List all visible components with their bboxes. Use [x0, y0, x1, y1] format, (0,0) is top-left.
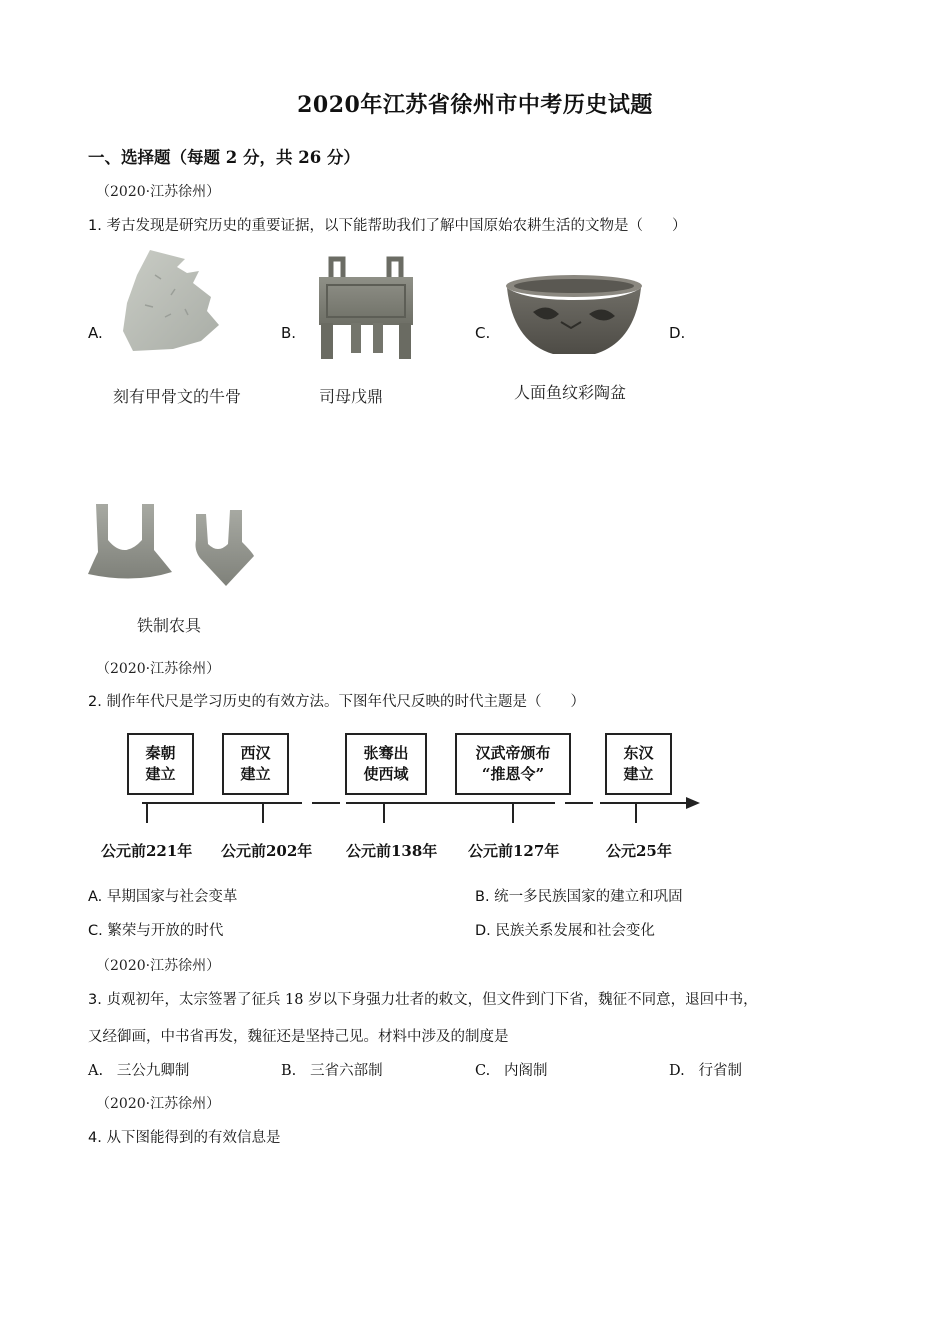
- option-text: 内阁制: [504, 1063, 548, 1079]
- timeline-event-line1: 西汉: [240, 744, 271, 762]
- option-text: 民族关系发展和社会变化: [495, 923, 655, 939]
- q2-option-a[interactable]: [88, 885, 237, 906]
- q1-option-b-label[interactable]: B.: [281, 324, 297, 342]
- oracle-bone-image: [115, 245, 225, 355]
- option-label: A.: [88, 889, 103, 905]
- timeline-event-line2: 建立: [623, 765, 654, 783]
- timeline-year-label: 公元25年: [606, 842, 672, 860]
- option-label: A.: [88, 1063, 104, 1079]
- option-text: 三公九卿制: [116, 1063, 190, 1079]
- q1-option-d-label[interactable]: D.: [669, 324, 686, 342]
- question-3: [88, 988, 858, 1009]
- question-3-source: （2020·江苏徐州）: [96, 958, 221, 974]
- timeline-year-label: 公元前202年: [221, 842, 313, 860]
- option-text: 统一多民族国家的建立和巩固: [494, 889, 683, 905]
- question-4-text: 从下图能得到的有效信息是: [106, 1130, 281, 1146]
- q3-option-b[interactable]: [281, 1059, 383, 1080]
- q2-option-c[interactable]: [88, 919, 223, 940]
- timeline-event-box: [222, 733, 289, 795]
- simuwu-ding-image: [313, 255, 423, 365]
- question-3-number: 3.: [88, 992, 102, 1008]
- option-text: 早期国家与社会变革: [106, 889, 238, 905]
- painted-pottery-basin-image: [503, 272, 645, 362]
- q1-option-d-caption: 铁制农具: [137, 616, 202, 635]
- timeline-year-label: 公元前138年: [346, 842, 438, 860]
- timeline-event-line2: 建立: [145, 765, 176, 783]
- question-3-text-line2: 又经御画，中书省再发，魏征还是坚持己见。材料中涉及的制度是: [88, 1029, 509, 1045]
- timeline-event-line2: “推恩令”: [481, 765, 545, 783]
- q1-option-a-label[interactable]: A.: [88, 324, 103, 342]
- timeline-year-label: 公元前221年: [101, 842, 193, 860]
- question-4-number: 4.: [88, 1130, 102, 1146]
- timeline-event-box: [345, 733, 427, 795]
- q2-option-d[interactable]: [475, 919, 655, 940]
- timeline-event-line2: 建立: [240, 765, 271, 783]
- option-label: B.: [475, 889, 490, 905]
- timeline-event-box: [127, 733, 194, 795]
- option-text: 三省六部制: [310, 1063, 383, 1079]
- timeline-event-line2: 使西域: [363, 765, 409, 783]
- timeline-event-line1: 东汉: [623, 744, 654, 762]
- q1-option-b-caption: 司母戊鼎: [319, 387, 384, 406]
- question-4: [88, 1126, 280, 1147]
- timeline-event-box: [605, 733, 672, 795]
- question-2: [88, 690, 585, 711]
- option-label: C.: [475, 1063, 491, 1079]
- q3-option-c[interactable]: [475, 1059, 548, 1080]
- option-label: D.: [669, 1063, 685, 1079]
- q3-option-a[interactable]: [88, 1059, 189, 1080]
- iron-farm-tools-image: [84, 500, 260, 590]
- question-2-text: 制作年代尺是学习历史的有效方法。下图年代尺反映的时代主题是（ ）: [106, 694, 585, 710]
- timeline-event-line1: 张骞出: [363, 744, 409, 762]
- q1-option-c-caption: 人面鱼纹彩陶盆: [514, 383, 627, 402]
- timeline-year-label: 公元前127年: [468, 842, 560, 860]
- option-label: D.: [475, 923, 491, 939]
- q3-option-d[interactable]: [669, 1059, 742, 1080]
- question-3-text-line1: 贞观初年，太宗签署了征兵 18 岁以下身强力壮者的敕文，但文件到门下省，魏征不同意，退回中书，: [106, 992, 758, 1008]
- question-1: [88, 214, 686, 235]
- timeline-event-box: [455, 733, 571, 795]
- option-text: 繁荣与开放的时代: [107, 923, 224, 939]
- q1-option-a-caption: 刻有甲骨文的牛骨: [113, 387, 242, 406]
- question-2-number: 2.: [88, 694, 102, 710]
- timeline-event-line1: 秦朝: [145, 744, 176, 762]
- question-4-source: （2020·江苏徐州）: [96, 1096, 221, 1112]
- timeline-event-line1: 汉武帝颁布: [475, 744, 551, 762]
- section-heading: 一、选择题（每题 2 分，共 26 分）: [88, 148, 360, 167]
- q1-option-c-label[interactable]: C.: [475, 324, 491, 342]
- page-title: 2020年江苏省徐州市中考历史试题: [297, 92, 653, 118]
- option-label: B.: [281, 1063, 297, 1079]
- question-1-text: 考古发现是研究历史的重要证据，以下能帮助我们了解中国原始农耕生活的文物是（ ）: [106, 218, 687, 234]
- question-2-source: （2020·江苏徐州）: [96, 661, 221, 677]
- question-1-source: （2020·江苏徐州）: [96, 184, 221, 200]
- question-1-number: 1.: [88, 218, 102, 234]
- q2-option-b[interactable]: [475, 885, 683, 906]
- option-label: C.: [88, 923, 103, 939]
- option-text: 行省制: [698, 1063, 743, 1079]
